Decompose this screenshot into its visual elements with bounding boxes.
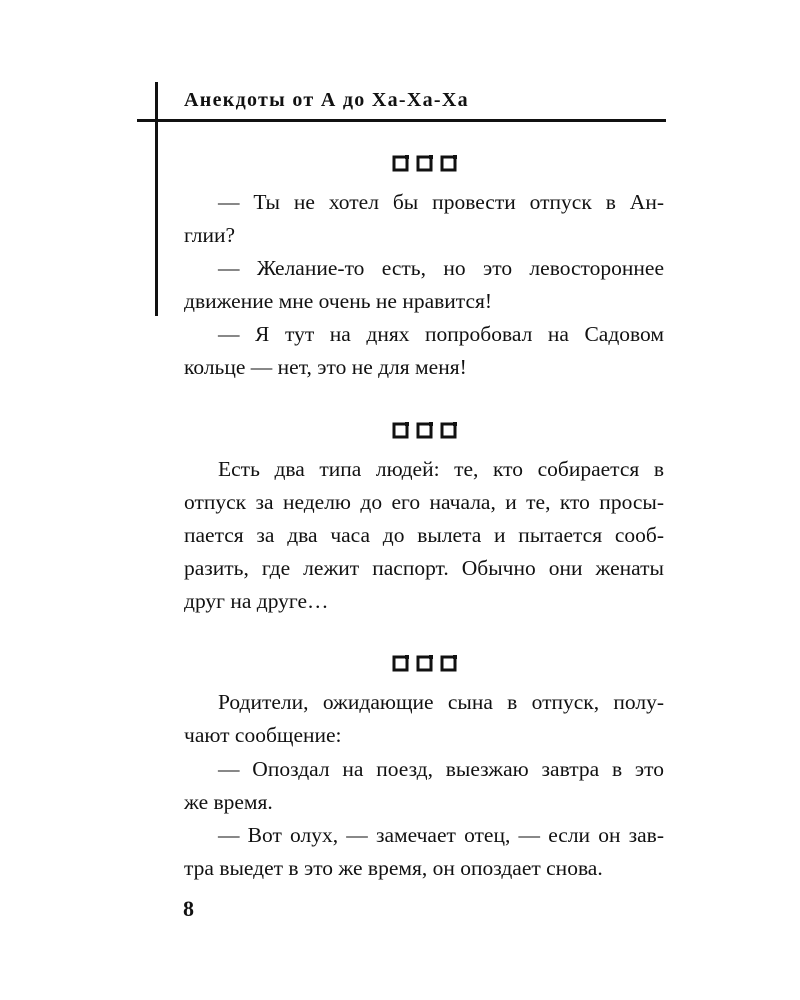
joke-1-line-5: — Я тут на днях попробовал на Садовом bbox=[218, 322, 664, 346]
joke-3-line-6: тра выедет в это же время, он опоздает снова. bbox=[184, 856, 603, 880]
separator-ornament-icon bbox=[392, 653, 462, 673]
joke-3-line-5: — Вот олух, — замечает отец, — если он зав- bbox=[218, 823, 664, 847]
separator-ornament-icon bbox=[392, 153, 462, 173]
joke-1-line-3: — Желание-то есть, но это левостороннее bbox=[218, 256, 664, 280]
running-title: Анекдоты от А до Ха-Ха-Ха bbox=[184, 89, 469, 111]
joke-3-line-3: — Опоздал на поезд, выезжаю завтра в это bbox=[218, 757, 664, 781]
joke-1-line-2: глии? bbox=[184, 223, 236, 247]
joke-2-line-3: пается за два часа до вылета и пытается сооб- bbox=[184, 523, 664, 547]
joke-2-line-5: друг на друге… bbox=[184, 589, 329, 613]
header-vertical-rule bbox=[155, 82, 158, 316]
joke-3-line-1: Родители, ожидающие сына в отпуск, полу- bbox=[218, 690, 664, 714]
joke-1-line-4: движение мне очень не нравится! bbox=[184, 289, 493, 313]
joke-1-line-1: — Ты не хотел бы провести отпуск в Ан- bbox=[218, 190, 664, 214]
joke-2-line-2: отпуск за неделю до его начала, и те, кто просы- bbox=[184, 490, 664, 514]
joke-1-line-6: кольце — нет, это не для меня! bbox=[184, 355, 467, 379]
joke-2-line-1: Есть два типа людей: те, кто собирается в bbox=[218, 457, 664, 481]
joke-2-line-4: разить, где лежит паспорт. Обычно они женаты bbox=[184, 556, 664, 580]
page-number: 8 bbox=[183, 896, 194, 921]
separator-ornament-icon bbox=[392, 420, 462, 440]
header-horizontal-rule bbox=[137, 119, 666, 122]
joke-3-line-4: же время. bbox=[184, 790, 273, 814]
joke-3-line-2: чают сообщение: bbox=[184, 723, 342, 747]
